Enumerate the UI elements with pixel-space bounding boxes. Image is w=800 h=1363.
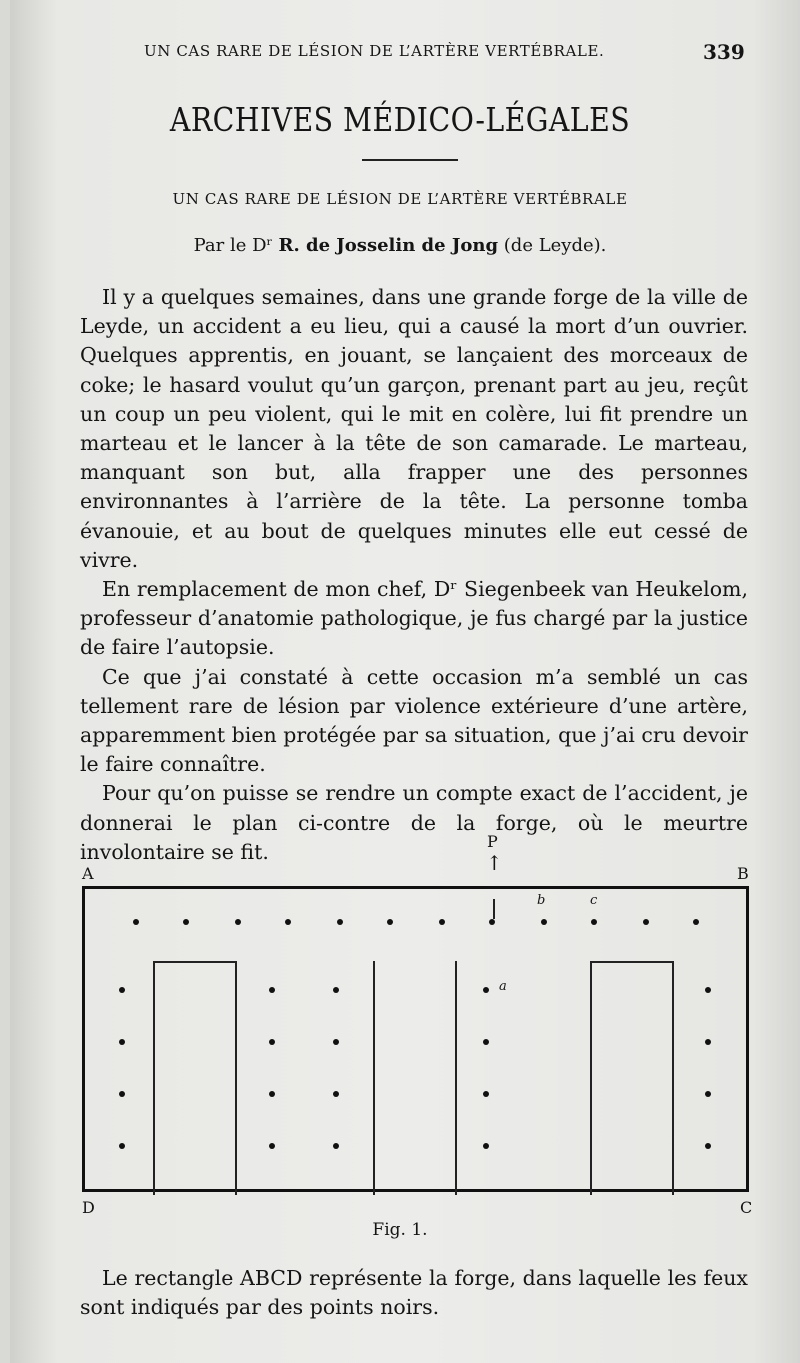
byline-author: R. de Josselin de Jong [278,235,499,256]
article-body [80,283,748,867]
fire-dot [269,1143,275,1149]
paragraph-2: En remplacement de mon chef, Dʳ Siegenbeek van Heukelom, professeur d’anatomie pathologique, je fus chargé par la justice de faire l’autopsie. [80,577,748,660]
fire-dot [591,919,597,925]
fire-dot [119,1091,125,1097]
fire-dot [705,1091,711,1097]
fire-dot [705,1039,711,1045]
fire-dot [337,919,343,925]
paragraph-1: Il y a quelques semaines, dans une grande forge de la ville de Leyde, un accident a eu lieu, qui a causé la mort d’un ouvrier. Quelques apprentis, en jouant, se lançaient des morceaux de coke; le hasard voulut qu’un garçon, prenant part au jeu, reçût un coup un peu violent, qui le mit en colère, lui fit prendre un marteau et le lancer à la tête de son camarade. Le marteau, manquant son but, alla frapper une des personnes environnantes à l’arrière de la tête. La personne tomba évanouie, et au bout de quelques minutes elle eut cessé de vivre. [80,285,748,572]
workshop-bay [153,961,237,1195]
fire-dot [333,987,339,993]
title-rule [362,159,458,161]
corner-label-c: C [740,1198,753,1217]
wall-line [373,961,375,1195]
fire-dot [269,1091,275,1097]
paragraph-3: Ce que j’ai constaté à cette occasion m’a semblé un cas tellement rare de lésion par violence extérieure d’une artère, apparemment bien protégée par sa situation, que j’ai cru devoir le faire connaître. [80,664,748,777]
fire-dot [183,919,189,925]
fire-dot [489,919,495,925]
point-label-a: a [499,979,507,994]
closing-text [80,1264,748,1322]
fire-dot [705,987,711,993]
point-label-p: P [487,832,498,851]
running-head: UN CAS RARE DE LÉSION DE L’ARTÈRE VERTÉBRALE. [144,42,605,60]
paragraph-4: Pour qu’on puisse se rendre un compte exact de l’accident, je donnerai le plan ci-contre de la forge, où le meurtre involontaire se fit. [80,781,748,864]
fire-dot [133,919,139,925]
corner-label-d: D [82,1198,95,1217]
fire-dot [483,1039,489,1045]
fire-dot [269,987,275,993]
fire-dot [387,919,393,925]
figure-caption: Fig. 1. [372,1220,428,1240]
fire-dot [235,919,241,925]
fire-dot [643,919,649,925]
fire-dot [119,987,125,993]
fire-dot [333,1143,339,1149]
point-label-c: c [590,893,598,908]
marker-line [493,899,495,919]
byline [0,235,800,256]
fire-dot [439,919,445,925]
fire-dot [333,1091,339,1097]
page-number: 339 [703,40,745,64]
corner-label-a: A [82,864,94,883]
fire-dot [483,1143,489,1149]
fire-dot [119,1143,125,1149]
workshop-bay [455,961,457,1195]
closing-paragraph: Le rectangle ABCD représente la forge, dans laquelle les feux sont indiqués par des points noirs. [80,1266,748,1320]
fire-dot [483,987,489,993]
fire-dot [541,919,547,925]
fire-dot [285,919,291,925]
workshop-bay [590,961,674,1195]
point-label-b: b [537,893,546,908]
corner-label-b: B [737,864,749,883]
fire-dot [333,1039,339,1045]
arrow-up-icon: ↑ [486,851,503,875]
byline-prefix: Par le Dʳ [193,235,279,256]
fire-dot [705,1143,711,1149]
forge-plan [82,886,749,1192]
fire-dot [119,1039,125,1045]
article-title: UN CAS RARE DE LÉSION DE L’ARTÈRE VERTÉBRALE [172,190,628,208]
fire-dot [483,1091,489,1097]
fire-dot [693,919,699,925]
fire-dot [269,1039,275,1045]
journal-title: ARCHIVES MÉDICO-LÉGALES [169,100,631,139]
byline-suffix: (de Leyde). [498,235,607,256]
